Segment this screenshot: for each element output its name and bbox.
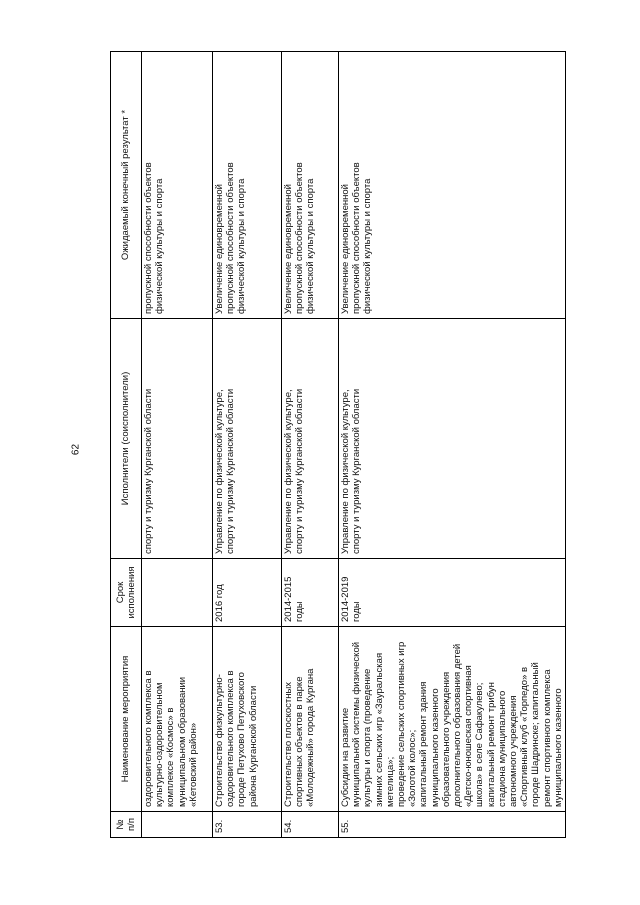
row-measure-name: Субсидии на развитие муниципальной системы физической культуры и спорта (проведение зимних сельских игр «Зауральская метелица»; проведение сельских спортивных игр «Золотой колос»; капитальный ремонт здания муниципального казенного образовательного учреждения дополнительного образования детей «Детско-юношеская спортивная школа» в селе Сафакулево; капитальный ремонт трибун стадиона муниципального автономного учреждения «Спортивный клуб «Торпедо» в городе Шадринске; капитальный ремонт спортивного комплекса муниципального казенного xyxy=(339,627,566,812)
row-expected-result: Увеличение единовременной пропускной способности объектов физической культуры и спорта xyxy=(339,52,566,319)
table-row xyxy=(213,52,282,838)
table-header-row xyxy=(111,52,142,838)
row-number: 55. xyxy=(339,812,566,838)
row-expected-result: пропускной способности объектов физической культуры и спорта xyxy=(142,52,213,319)
row-expected-result: Увеличение единовременной пропускной способности объектов физической культуры и спорта xyxy=(213,52,282,319)
row-term: 2014-2015 годы xyxy=(282,559,339,627)
header-expected-result: Ожидаемый конечный результат * xyxy=(111,52,142,319)
row-number: 54. xyxy=(282,812,339,838)
header-executors: Исполнители (соисполнители) xyxy=(111,319,142,559)
row-term xyxy=(142,559,213,627)
page-number: 62 xyxy=(70,443,82,456)
table-row xyxy=(142,52,213,838)
row-measure-name: Строительство плоскостных спортивных объектов в парке «Молодежный» города Кургана xyxy=(282,627,339,812)
table-row xyxy=(339,52,566,838)
rotated-table-container xyxy=(110,52,564,838)
row-number xyxy=(142,812,213,838)
measures-table xyxy=(110,51,566,838)
row-number: 53. xyxy=(213,812,282,838)
table-row xyxy=(282,52,339,838)
row-measure-name: оздоровительного комплекса в культурно-оздоровительном комплексе «Космос» в муниципальном образовании «Кетовский район» xyxy=(142,627,213,812)
row-expected-result: Увеличение единовременной пропускной способности объектов физической культуры и спорта xyxy=(282,52,339,319)
row-measure-name: Строительство физкультурно- оздоровительного комплекса в городе Петухово Петуховского района Курганской области xyxy=(213,627,282,812)
header-number: № п/п xyxy=(111,812,142,838)
header-term: Срок исполнения xyxy=(111,559,142,627)
header-measure-name: Наименование мероприятия xyxy=(111,627,142,812)
row-term: 2016 год xyxy=(213,559,282,627)
row-term: 2014-2019 годы xyxy=(339,559,566,627)
row-executors: Управление по физической культуре, спорту и туризму Курганской области xyxy=(339,319,566,559)
row-executors: Управление по физической культуре, спорту и туризму Курганской области xyxy=(282,319,339,559)
row-executors: Управление по физической культуре, спорту и туризму Курганской области xyxy=(213,319,282,559)
row-executors: спорту и туризму Курганской области xyxy=(142,319,213,559)
